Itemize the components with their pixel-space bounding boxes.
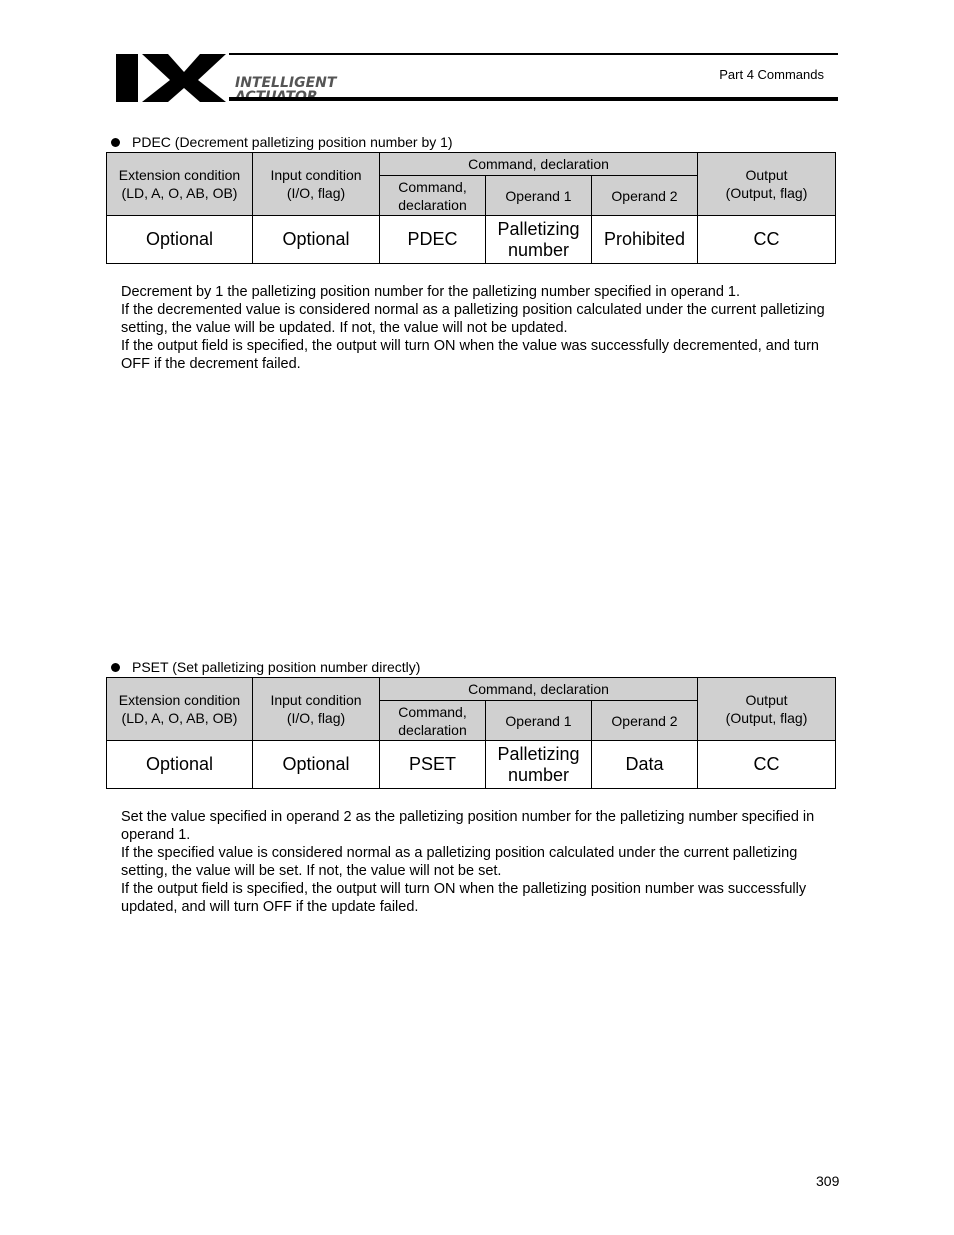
description-paragraph: If the output field is specified, the output will turn ON when the value was successfully decremented, and turn OFF if the decrement failed. <box>121 338 819 372</box>
page-number: 309 <box>816 1173 840 1189</box>
description-paragraph: Set the value specified in operand 2 as the palletizing position number for the palletizing number specified in operand 1. <box>121 809 815 843</box>
cell-operand2: Prohibited <box>592 216 698 264</box>
header-input-condition <box>253 678 380 741</box>
header-command-declaration-group: Command, declaration <box>380 153 698 176</box>
cell-input-condition: Optional <box>253 741 380 789</box>
header-operand1: Operand 1 <box>486 176 592 216</box>
description-paragraph: If the decremented value is considered normal as a palletizing position calculated under the current palletizing setting, the value will be updated. If not, the value will not be updated. <box>121 302 825 336</box>
cell-operand1 <box>486 741 592 789</box>
header-extension-condition-text: Extension condition (LD, A, O, AB, OB) <box>118 167 241 201</box>
cell-command: PSET <box>380 741 486 789</box>
cell-command: PDEC <box>380 216 486 264</box>
bullet-icon <box>111 138 120 147</box>
command-table-pset <box>106 677 836 789</box>
cell-extension-condition: Optional <box>107 216 253 264</box>
cell-operand1-text: Palletizing number <box>497 218 580 260</box>
cell-input-condition: Optional <box>253 216 380 264</box>
part-label: Part 4 Commands <box>719 67 824 82</box>
description-paragraph: Decrement by 1 the palletizing position number for the palletizing number specified in operand 1. <box>121 284 741 300</box>
header-operand2: Operand 2 <box>592 176 698 216</box>
section-title-text: PSET (Set palletizing position number directly) <box>132 659 421 675</box>
header-output-text: Output (Output, flag) <box>725 167 808 201</box>
header-command-text: Command, declaration <box>398 178 467 213</box>
header-output-text: Output (Output, flag) <box>725 692 808 726</box>
cell-extension-condition: Optional <box>107 741 253 789</box>
section-title-pdec <box>111 134 453 150</box>
header-rule-top <box>229 53 838 55</box>
cell-output: CC <box>698 741 836 789</box>
header-extension-condition-text: Extension condition (LD, A, O, AB, OB) <box>118 692 241 726</box>
description-paragraph: If the output field is specified, the output will turn ON when the palletizing position number was successfully updated, and will turn OFF if the update failed. <box>121 881 807 915</box>
cell-operand1 <box>486 216 592 264</box>
cell-operand2: Data <box>592 741 698 789</box>
cell-output: CC <box>698 216 836 264</box>
description-paragraph: If the specified value is considered normal as a palletizing position calculated under the current palletizing setting, the value will be set. If not, the value will not be set. <box>121 845 798 879</box>
description-pdec <box>121 283 846 373</box>
header-extension-condition <box>107 678 253 741</box>
svg-text:INTELLIGENT: INTELLIGENT <box>235 75 337 91</box>
header-output <box>698 153 836 216</box>
header-output <box>698 678 836 741</box>
bullet-icon <box>111 663 120 672</box>
header-extension-condition <box>107 153 253 216</box>
command-table-pdec <box>106 152 836 264</box>
header-operand2: Operand 2 <box>592 701 698 741</box>
header-command <box>380 701 486 741</box>
header-operand1: Operand 1 <box>486 701 592 741</box>
header-input-condition-text: Input condition (I/O, flag) <box>270 692 362 726</box>
header-input-condition <box>253 153 380 216</box>
description-pset <box>121 808 846 916</box>
header-command-declaration-group: Command, declaration <box>380 678 698 701</box>
header-command <box>380 176 486 216</box>
header-input-condition-text: Input condition (I/O, flag) <box>270 167 362 201</box>
section-title-pset <box>111 659 420 675</box>
cell-operand1-text: Palletizing number <box>497 743 580 785</box>
header-rule-bottom <box>229 97 838 101</box>
section-title-text: PDEC (Decrement palletizing position number by 1) <box>132 134 453 150</box>
header-command-text: Command, declaration <box>398 703 467 738</box>
